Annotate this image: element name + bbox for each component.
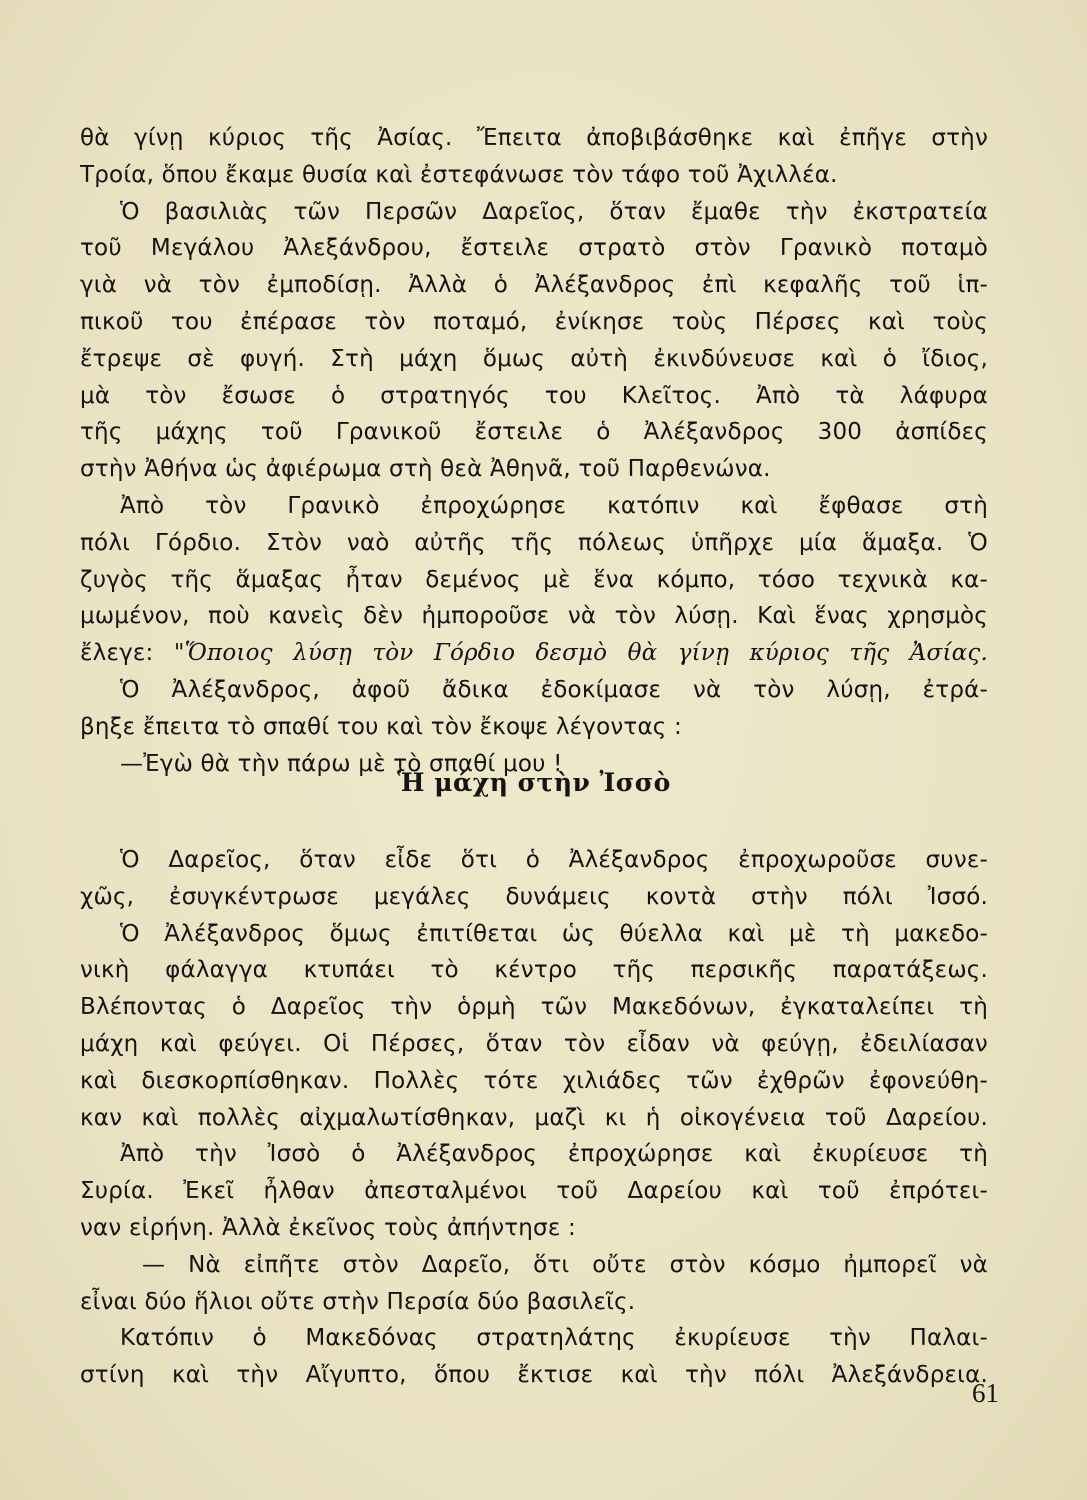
paragraph-line: Βλέποντας ὁ Δαρεῖος τὴν ὁρμὴ τῶν Μακεδόνων, ἐγκαταλείπει τὴ [80, 994, 988, 1021]
dialogue-line: — Νὰ εἰπῆτε στὸν Δαρεῖο, ὅτι οὔτε στὸν κόσμο ἠμπορεῖ νὰ [142, 1251, 988, 1278]
paragraph-line: χῶς, ἐσυγκέντρωσε μεγάλες δυνάμεις κοντὰ στὴν πόλι Ἰσσό. [80, 883, 988, 910]
section-gordian-knot [80, 120, 988, 782]
oracle-prefix: ἔλεγε: [80, 640, 174, 667]
paragraph-line: στὴν Ἀθήνα ὡς ἀφιέρωμα στὴ θεὰ Ἀθηνᾶ, τοῦ Παρθενώνα. [80, 456, 771, 483]
paragraph-line: τοῦ Μεγάλου Ἀλεξάνδρου, ἔστειλε στρατὸ στὸν Γρανικὸ ποταμὸ [80, 235, 988, 262]
paragraph-line: πόλι Γόρδιο. Στὸν ναὸ αὐτῆς τῆς πόλεως ὑπῆρχε μία ἅμαξα. Ὁ [80, 529, 988, 556]
paragraph-line: ναν εἰρήνη. Ἀλλὰ ἐκεῖνος τοὺς ἀπήντησε : [80, 1214, 576, 1241]
paragraph-line: βηξε ἔπειτα τὸ σπαθί του καὶ τὸν ἔκοψε λέγοντας : [80, 713, 682, 740]
section-heading: Ἡ μάχη στὴν Ἰσσὸ [397, 768, 671, 797]
paragraph-line: Ὁ Δαρεῖος, ὅταν εἶδε ὅτι ὁ Ἀλέξανδρος ἐπροχωροῦσε συνε- [120, 847, 988, 873]
paragraph-line: καὶ διεσκορπίσθηκαν. Πολλὲς τότε χιλιάδες τῶν ἐχθρῶν ἐφονεύθη- [80, 1067, 988, 1094]
oracle-line [80, 635, 988, 672]
oracle-quote: "Ὅποιος λύσῃ τὸν Γόρδιο δεσμὸ θὰ γίνῃ κύριος τῆς Ἀσίας. [173, 640, 988, 667]
paragraph-line: τῆς μάχης τοῦ Γρανικοῦ ἔστειλε ὁ Ἀλέξανδρος 300 ἀσπίδες [80, 419, 988, 446]
paragraph-line: Ὁ βασιλιὰς τῶν Περσῶν Δαρεῖος, ὅταν ἔμαθε τὴν ἐκστρατεία [120, 198, 988, 225]
dialogue-line: εἶναι δύο ἥλιοι οὔτε στὴν Περσία δύο βασιλεῖς. [80, 1288, 636, 1315]
paragraph-line: μὰ τὸν ἔσωσε ὁ στρατηγός του Κλεῖτος. Ἀπὸ τὰ λάφυρα [80, 382, 988, 409]
paragraph-line: ἔτρεψε σὲ φυγή. Στὴ μάχη ὅμως αὐτὴ ἐκινδύνευσε καὶ ὁ ἴδιος, [80, 345, 988, 372]
paragraph-line: Τροία, ὅπου ἔκαμε θυσία καὶ ἐστεφάνωσε τὸν τάφο τοῦ Ἀχιλλέα. [80, 161, 838, 188]
paragraph-line: Ἀπὸ τὸν Γρανικὸ ἐπροχώρησε κατόπιν καὶ ἔφθασε στὴ [120, 492, 988, 519]
paragraph-line: Κατόπιν ὁ Μακεδόνας στρατηλάτης ἐκυρίευσε τὴν Παλαι- [120, 1325, 988, 1352]
paragraph-line: Ὁ Ἀλέξανδρος ὅμως ἐπιτίθεται ὡς θύελλα καὶ μὲ τὴ μακεδο- [120, 920, 988, 947]
paragraph-line: νικὴ φάλαγγα κτυπάει τὸ κέντρο τῆς περσικῆς παρατάξεως. [80, 957, 988, 984]
paragraph-line: μάχη καὶ φεύγει. Οἱ Πέρσες, ὅταν τὸν εἶδαν νὰ φεύγῃ, ἐδειλίασαν [80, 1030, 988, 1057]
paragraph-line: Ἀπὸ τὴν Ἰσσὸ ὁ Ἀλέξανδρος ἐπροχώρησε καὶ ἐκυρίευσε τὴ [120, 1141, 988, 1168]
paragraph-line: στίνη καὶ τὴν Αἴγυπτο, ὅπου ἔκτισε καὶ τὴν πόλι Ἀλεξάνδρεια. [80, 1362, 988, 1389]
paragraph-line: θὰ γίνῃ κύριος τῆς Ἀσίας. Ἔπειτα ἀποβιβάσθηκε καὶ ἐπῆγε στὴν [80, 125, 988, 151]
paragraph-line: ζυγὸς τῆς ἅμαξας ἦταν δεμένος μὲ ἕνα κόμπο, τόσο τεχνικὰ κα- [80, 566, 988, 593]
dialogue-line: —Ἐγὼ θὰ τὴν πάρω μὲ τὸ σπαθί μου ! [120, 750, 563, 777]
paragraph-line: Συρία. Ἐκεῖ ἦλθαν ἀπεσταλμένοι τοῦ Δαρείου καὶ τοῦ ἐπρότει- [80, 1178, 988, 1205]
section-battle-of-issus [80, 842, 988, 1394]
paragraph-line: πικοῦ του ἐπέρασε τὸν ποταμό, ἐνίκησε τοὺς Πέρσες καὶ τοὺς [80, 308, 988, 335]
page-number: 61 [972, 1378, 999, 1408]
paragraph-line: μωμένον, ποὺ κανεὶς δὲν ἠμποροῦσε νὰ τὸν λύσῃ. Καὶ ἕνας χρησμὸς [80, 603, 988, 630]
paragraph-line: καν καὶ πολλὲς αἰχμαλωτίσθηκαν, μαζὶ κι ἡ οἰκογένεια τοῦ Δαρείου. [80, 1104, 988, 1131]
paragraph-line: γιὰ νὰ τὸν ἐμποδίσῃ. Ἀλλὰ ὁ Ἀλέξανδρος ἐπὶ κεφαλῆς τοῦ ἱπ- [80, 272, 988, 299]
paragraph-line: Ὁ Ἀλέξανδρος, ἀφοῦ ἄδικα ἐδοκίμασε νὰ τὸν λύσῃ, ἐτρά- [120, 676, 988, 703]
